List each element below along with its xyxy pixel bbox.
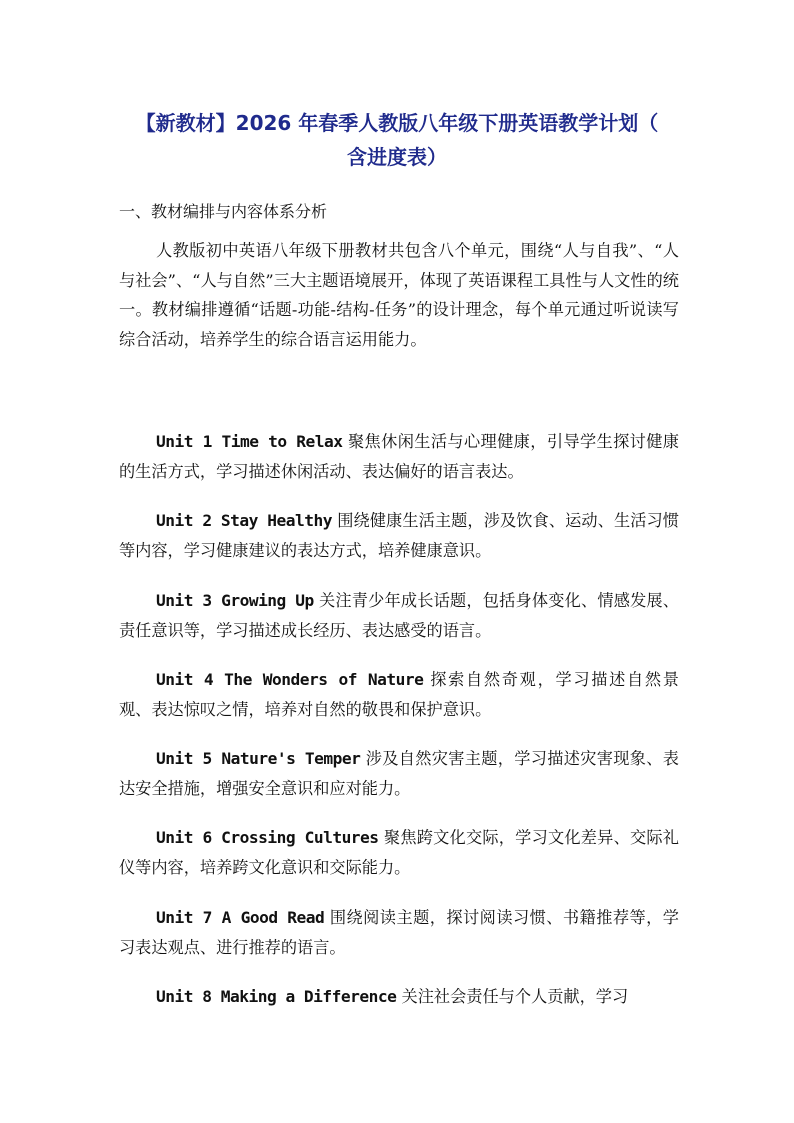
unit-description: 涉及自然灾害主题，学习描述灾害现象、表达安全措施，增强安全意识和应对能力。 [119,749,679,798]
unit-paragraph-8 [119,982,679,1012]
unit-description: 聚焦休闲生活与心理健康，引导学生探讨健康的生活方式，学习描述休闲活动、表达偏好的语言表达。 [119,432,679,481]
unit-name: Unit 3 Growing Up [156,591,314,610]
unit-description: 围绕阅读主题，探讨阅读习惯、书籍推荐等，学习表达观点、进行推荐的语言。 [119,908,679,957]
unit-name: Unit 1 Time to Relax [156,432,343,451]
unit-description: 关注青少年成长话题，包括身体变化、情感发展、责任意识等，学习描述成长经历、表达感受的语言。 [119,591,679,640]
unit-name: Unit 2 Stay Healthy [156,511,332,530]
unit-paragraph-6 [119,823,679,882]
unit-paragraph-3 [119,586,679,645]
unit-paragraph-7 [119,903,679,962]
title-line-2: 含进度表） [347,145,447,169]
unit-description: 探索自然奇观，学习描述自然景观、表达惊叹之情，培养对自然的敬畏和保护意识。 [119,670,679,719]
unit-name: Unit 6 Crossing Cultures [156,828,379,847]
unit-paragraph-5 [119,744,679,803]
page-title [110,106,684,174]
unit-paragraph-2 [119,506,679,565]
unit-description: 关注社会责任与个人贡献，学习 [396,987,629,1006]
unit-name: Unit 8 Making a Difference [156,987,397,1006]
unit-description: 围绕健康生活主题，涉及饮食、运动、生活习惯等内容，学习健康建议的表达方式，培养健康意识。 [119,511,679,560]
unit-name: Unit 7 A Good Read [156,908,325,927]
unit-paragraph-1 [119,427,679,486]
unit-paragraph-4 [119,665,679,724]
intro-paragraph: 人教版初中英语八年级下册教材共包含八个单元，围绕“人与自我”、“人与社会”、“人与自然”三大主题语境展开，体现了英语课程工具性与人文性的统一。教材编排遵循“话题-功能-结构-任务”的设计理念，每个单元通过听说读写综合活动，培养学生的综合语言运用能力。 [119,241,679,349]
title-line-1: 【新教材】2026 年春季人教版八年级下册英语教学计划（ [135,111,659,135]
section-heading: 一、教材编排与内容体系分析 [119,202,328,221]
unit-description: 聚焦跨文化交际，学习文化差异、交际礼仪等内容，培养跨文化意识和交际能力。 [119,828,679,877]
unit-name: Unit 4 The Wonders of Nature [156,670,424,689]
unit-name: Unit 5 Nature's Temper [156,749,361,768]
